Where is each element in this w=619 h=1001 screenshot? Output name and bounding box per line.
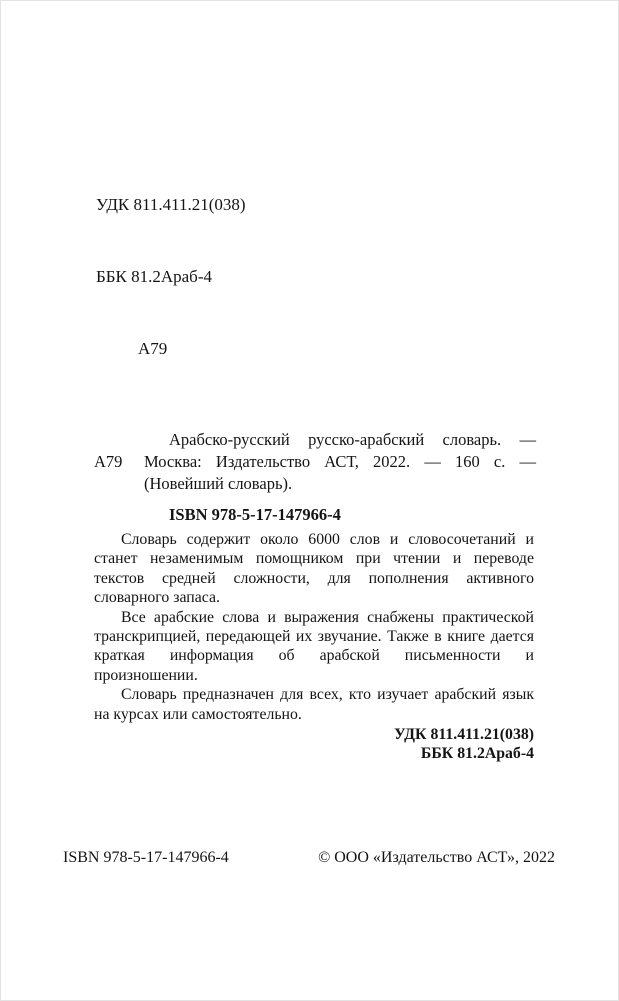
bbk-number-right: ББК 81.2Араб-4 <box>420 745 534 763</box>
classification-block <box>96 145 246 409</box>
udk-number-right: УДК 811.411.21(038) <box>394 726 534 744</box>
footer-isbn: ISBN 978-5-17-147966-4 <box>63 849 229 866</box>
author-sign-margin: А79 <box>94 452 123 471</box>
annotation-paragraph-2: Все арабские слова и выражения снабжены практической транскрипцией, передающей их звучание. Также в книге дается краткая информация об арабской письменности и произношении. <box>94 608 534 684</box>
annotation-paragraph-1: Словарь содержит около 6000 слов и словосочетаний и станет незаменимым помощником при чтении и переводе текстов средней сложности, для пополнения активного словарного запаса. <box>94 531 534 607</box>
bib-description <box>144 429 536 495</box>
author-sign-top: А79 <box>138 339 168 358</box>
annotation-block <box>94 530 534 764</box>
imprint-info: Москва: Издательство АСТ, 2022. — 160 с. — (Новейший словарь). <box>144 452 536 493</box>
isbn-number: ISBN 978-5-17-147966-4 <box>169 505 341 524</box>
udk-number-top: УДК 811.411.21(038) <box>96 195 246 214</box>
footer-copyright: © ООО «Издательство АСТ», 2022 <box>318 849 555 866</box>
annotation-paragraph-3: Словарь предназначен для всех, кто изучает арабский язык на курсах или самостоятельно. <box>94 686 534 723</box>
bbk-number-top: ББК 81.2Араб-4 <box>96 267 212 286</box>
bibliographic-record <box>94 429 536 526</box>
footer-row <box>63 848 555 868</box>
book-title: Арабско-русский русско-арабский словарь. — <box>169 430 536 449</box>
